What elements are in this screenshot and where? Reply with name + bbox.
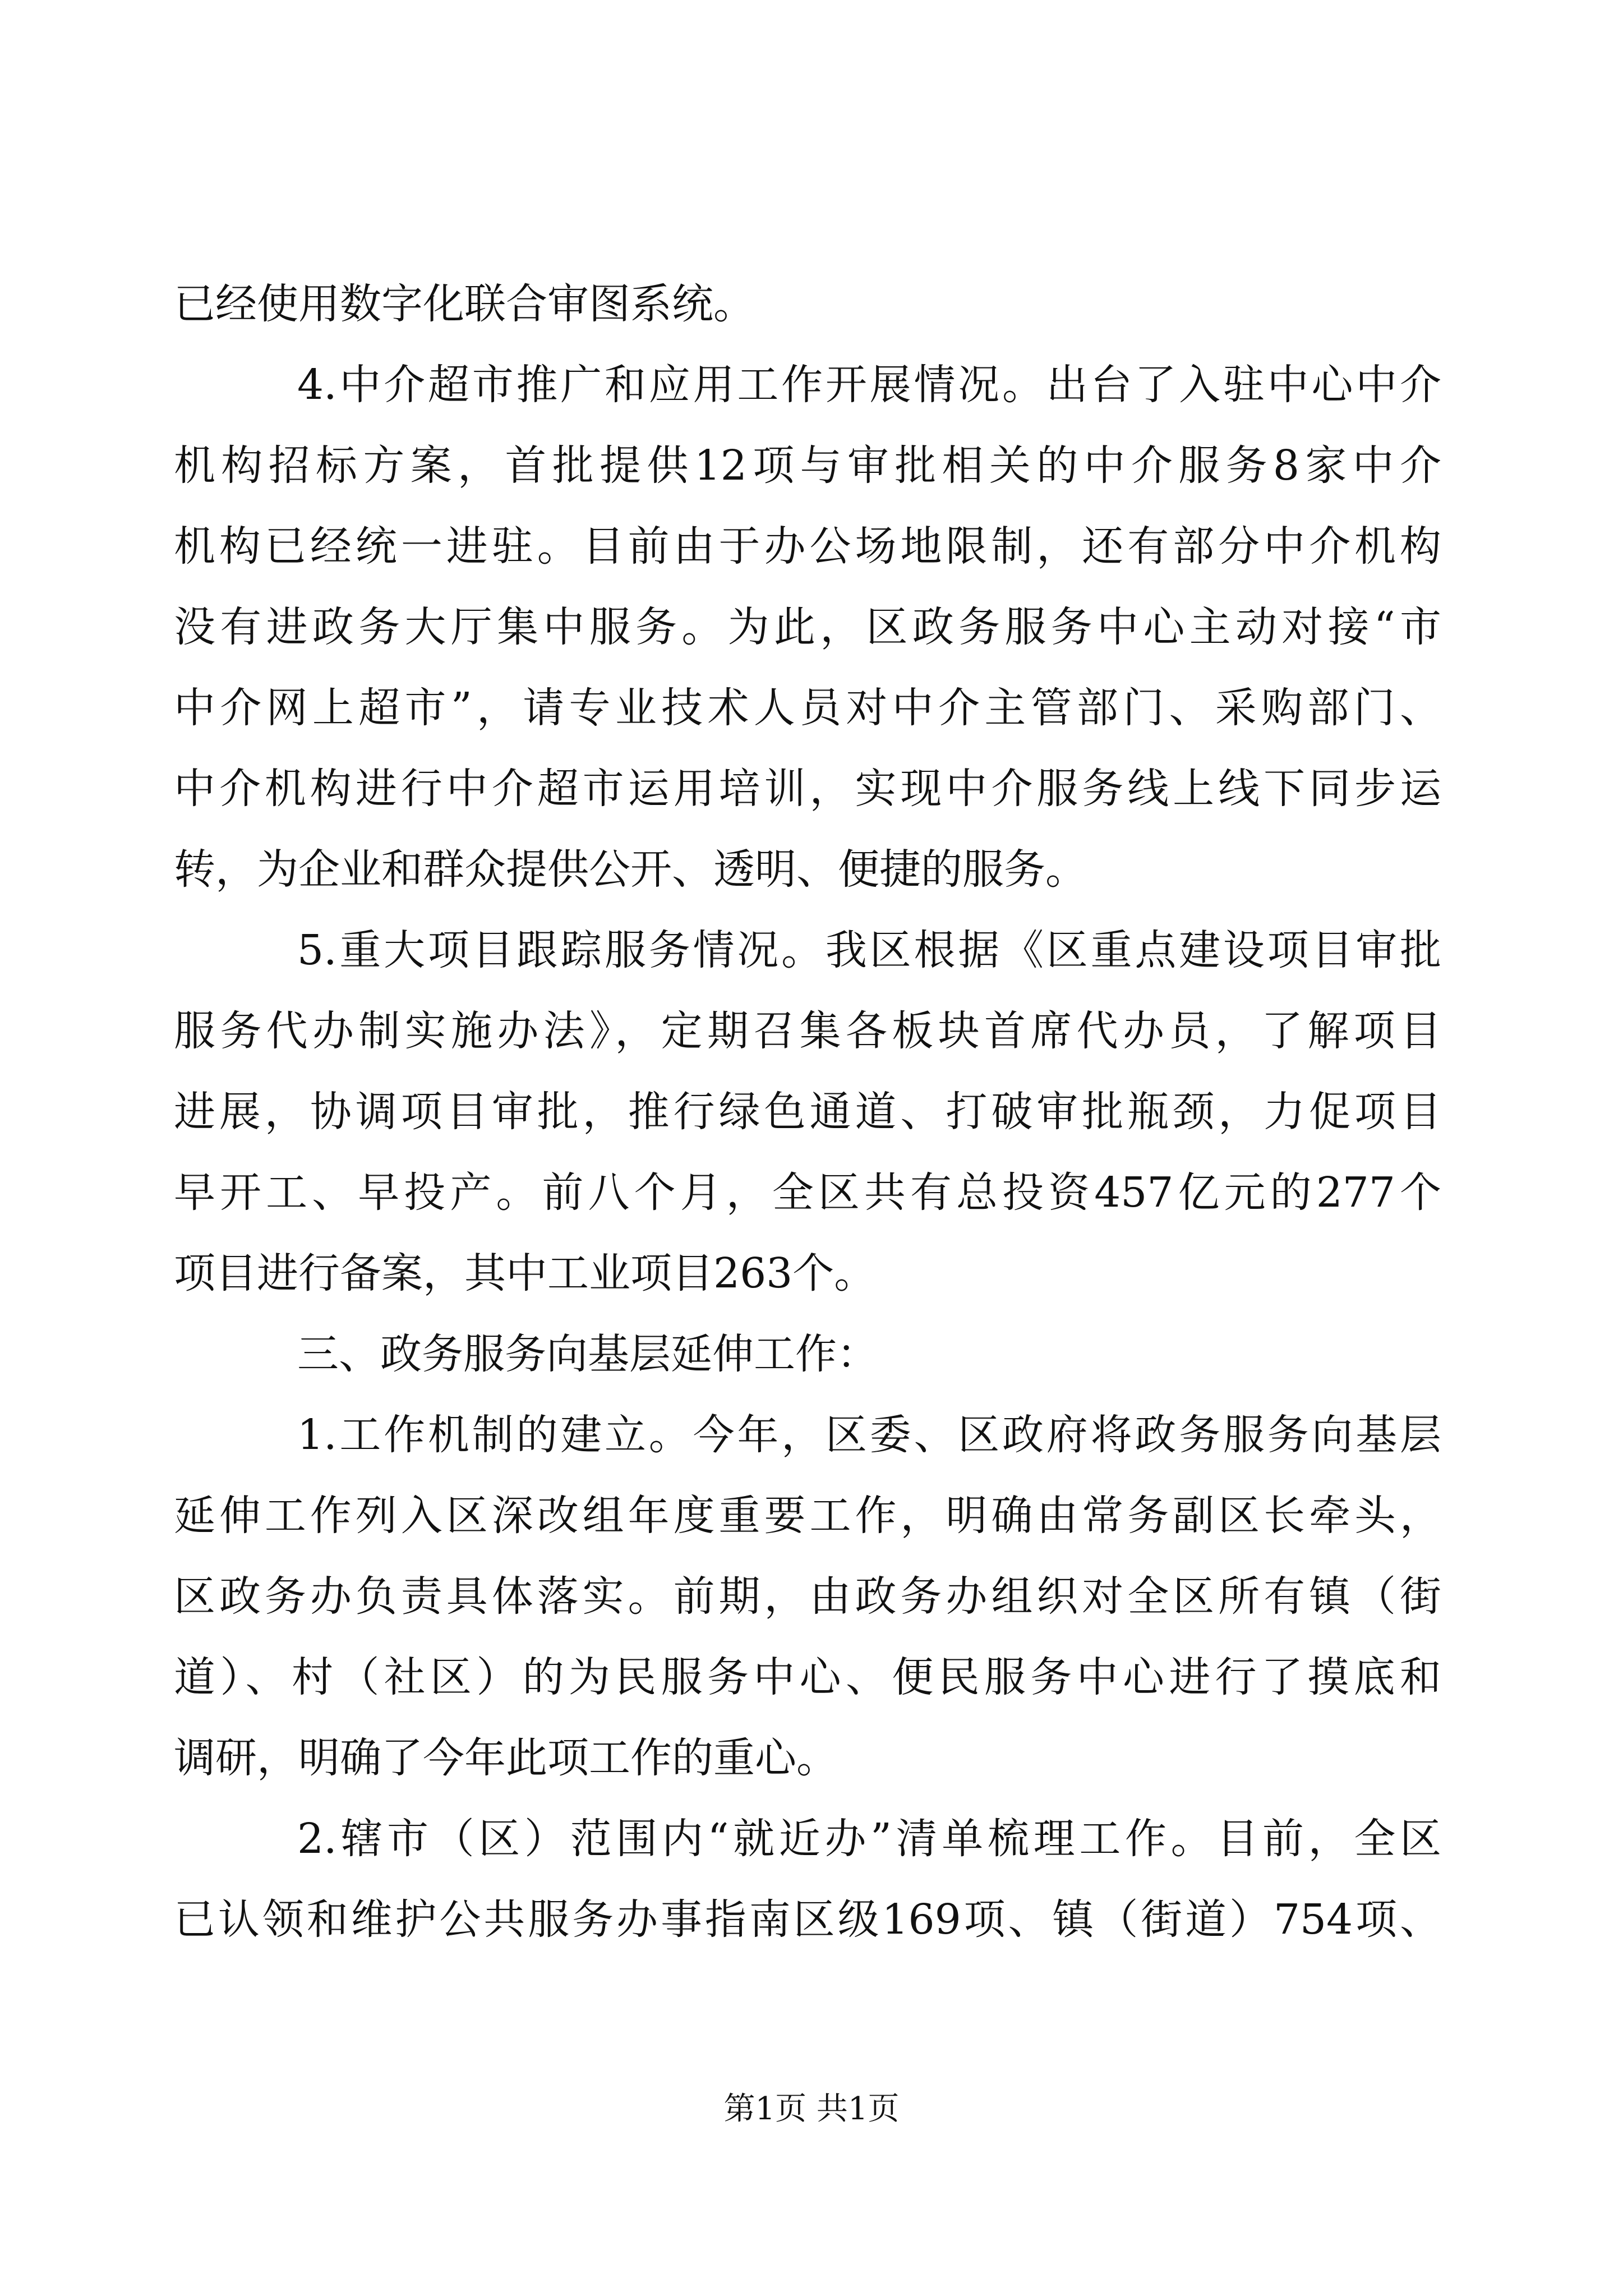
body-text — [174, 264, 1441, 1960]
text-line: 服务代办制实施办法》，定期召集各板块首席代办员，了解项目 — [174, 1007, 1441, 1055]
text-line: 2.辖市（区）范围内“就近办”清单梳理工作。目前，全区 — [297, 1815, 1441, 1863]
text-line: 进展，协调项目审批，推行绿色通道、打破审批瓶颈，力促项目 — [174, 1088, 1441, 1136]
text-line: 中介机构进行中介超市运用培训，实现中介服务线上线下同步运 — [174, 765, 1441, 813]
section-heading: 三、政务服务向基层延伸工作： — [297, 1330, 878, 1378]
text-line: 没有进政务大厅集中服务。为此，区政务服务中心主动对接“市 — [174, 603, 1441, 651]
text-line: 5.重大项目跟踪服务情况。我区根据《区重点建设项目审批 — [297, 926, 1441, 974]
text-line: 中介网上超市”，请专业技术人员对中介主管部门、采购部门、 — [174, 684, 1441, 732]
text-line: 4.中介超市推广和应用工作开展情况。出台了入驻中心中介 — [297, 361, 1441, 409]
text-line: 早开工、早投产。前八个月，全区共有总投资457亿元的277个 — [174, 1168, 1441, 1217]
text-line: 机构已经统一进驻。目前由于办公场地限制，还有部分中介机构 — [174, 522, 1441, 570]
text-line: 调研，明确了今年此项工作的重心。 — [174, 1734, 838, 1782]
text-line: 已经使用数字化联合审图系统。 — [174, 280, 755, 328]
text-line: 机构招标方案，首批提供12项与审批相关的中介服务8家中介 — [174, 441, 1441, 490]
text-line: 转，为企业和群众提供公开、透明、便捷的服务。 — [174, 845, 1087, 894]
page-footer: 第1页 共1页 — [723, 2091, 900, 2127]
text-line: 已认领和维护公共服务办事指南区级169项、镇（街道）754项、 — [174, 1895, 1441, 1944]
text-line: 道）、村（社区）的为民服务中心、便民服务中心进行了摸底和 — [174, 1653, 1441, 1701]
text-line: 区政务办负责具体落实。前期，由政务办组织对全区所有镇（街 — [174, 1572, 1441, 1621]
text-line: 项目进行备案，其中工业项目263个。 — [174, 1249, 876, 1297]
text-line: 1.工作机制的建立。今年，区委、区政府将政务服务向基层 — [297, 1411, 1441, 1459]
text-line: 延伸工作列入区深改组年度重要工作，明确由常务副区长牵头， — [174, 1492, 1441, 1540]
